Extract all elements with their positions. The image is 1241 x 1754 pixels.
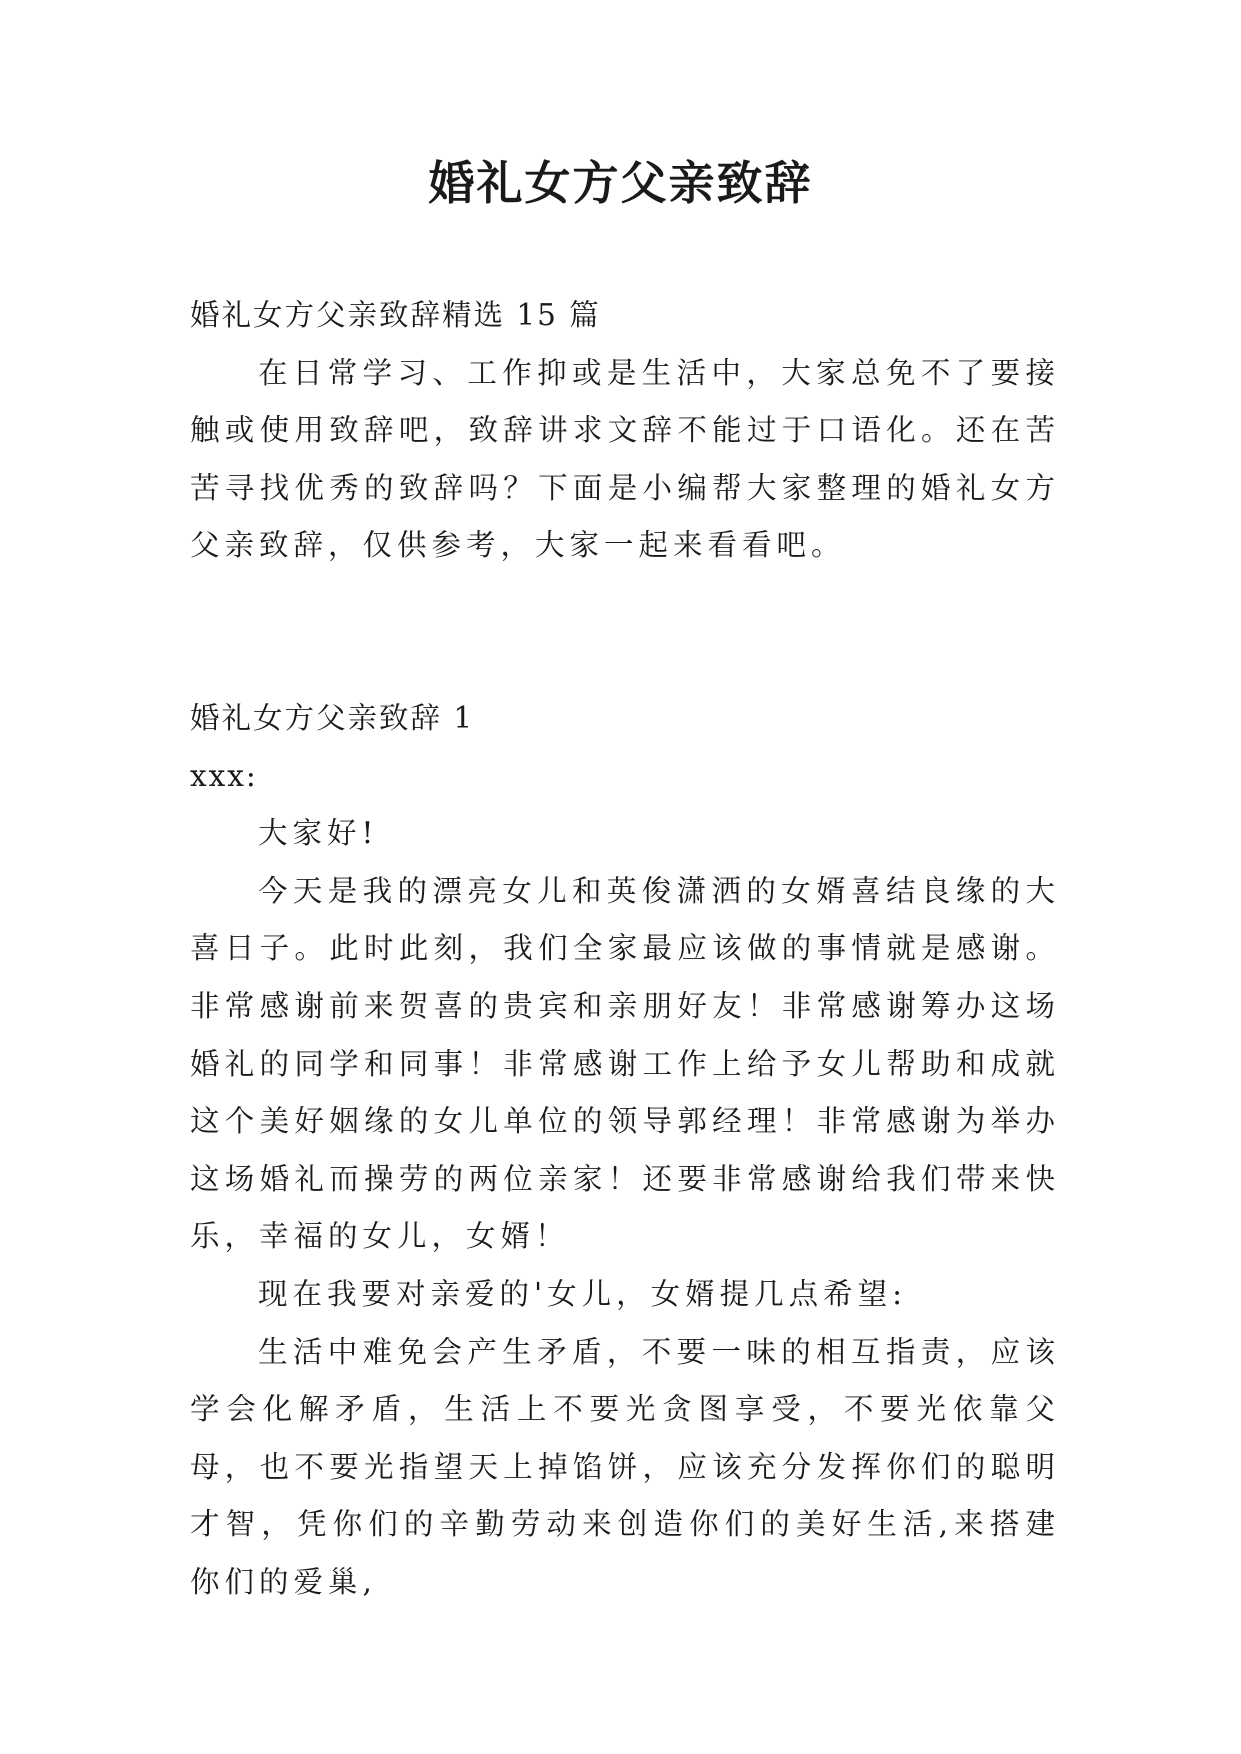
document-body <box>190 287 1060 1611</box>
section-heading: 婚礼女方父亲致辞 1 <box>190 700 475 735</box>
section-spacer <box>190 575 1060 690</box>
body-paragraph: 现在我要对亲爱的'女儿，女婿提几点希望: <box>258 1276 908 1311</box>
document-title: 婚礼女方父亲致辞 <box>428 156 813 210</box>
intro-paragraph: 在日常学习、工作抑或是生活中，大家总免不了要接触或使用致辞吧，致辞讲求文辞不能过于口语化。还在苦苦寻找优秀的致辞吗？下面是小编帮大家整理的婚礼女方父亲致辞，仅供参考，大家一起来看看吧。 <box>190 355 1060 563</box>
greeting: 大家好! <box>258 816 379 851</box>
body-paragraph: 生活中难免会产生矛盾，不要一味的相互指责，应该学会化解矛盾，生活上不要光贪图享受，不要光依靠父母，也不要光指望天上掉馅饼，应该充分发挥你们的聪明才智，凭你们的辛勤劳动来创造你们的美好生活,来搭建你们的爱巢, <box>190 1334 1060 1599</box>
document-subtitle: 婚礼女方父亲致辞精选 15 篇 <box>190 298 601 332</box>
salutation: xxx: <box>190 758 258 793</box>
body-paragraph: 今天是我的漂亮女儿和英俊潇洒的女婿喜结良缘的大喜日子。此时此刻，我们全家最应该做的事情就是感谢。非常感谢前来贺喜的贵宾和亲朋好友！非常感谢筹办这场婚礼的同学和同事！非常感谢工作上给予女儿帮助和成就这个美好姻缘的女儿单位的领导郭经理！非常感谢为举办这场婚礼而操劳的两位亲家！还要非常感谢给我们带来快乐，幸福的女儿，女婿！ <box>190 873 1060 1254</box>
